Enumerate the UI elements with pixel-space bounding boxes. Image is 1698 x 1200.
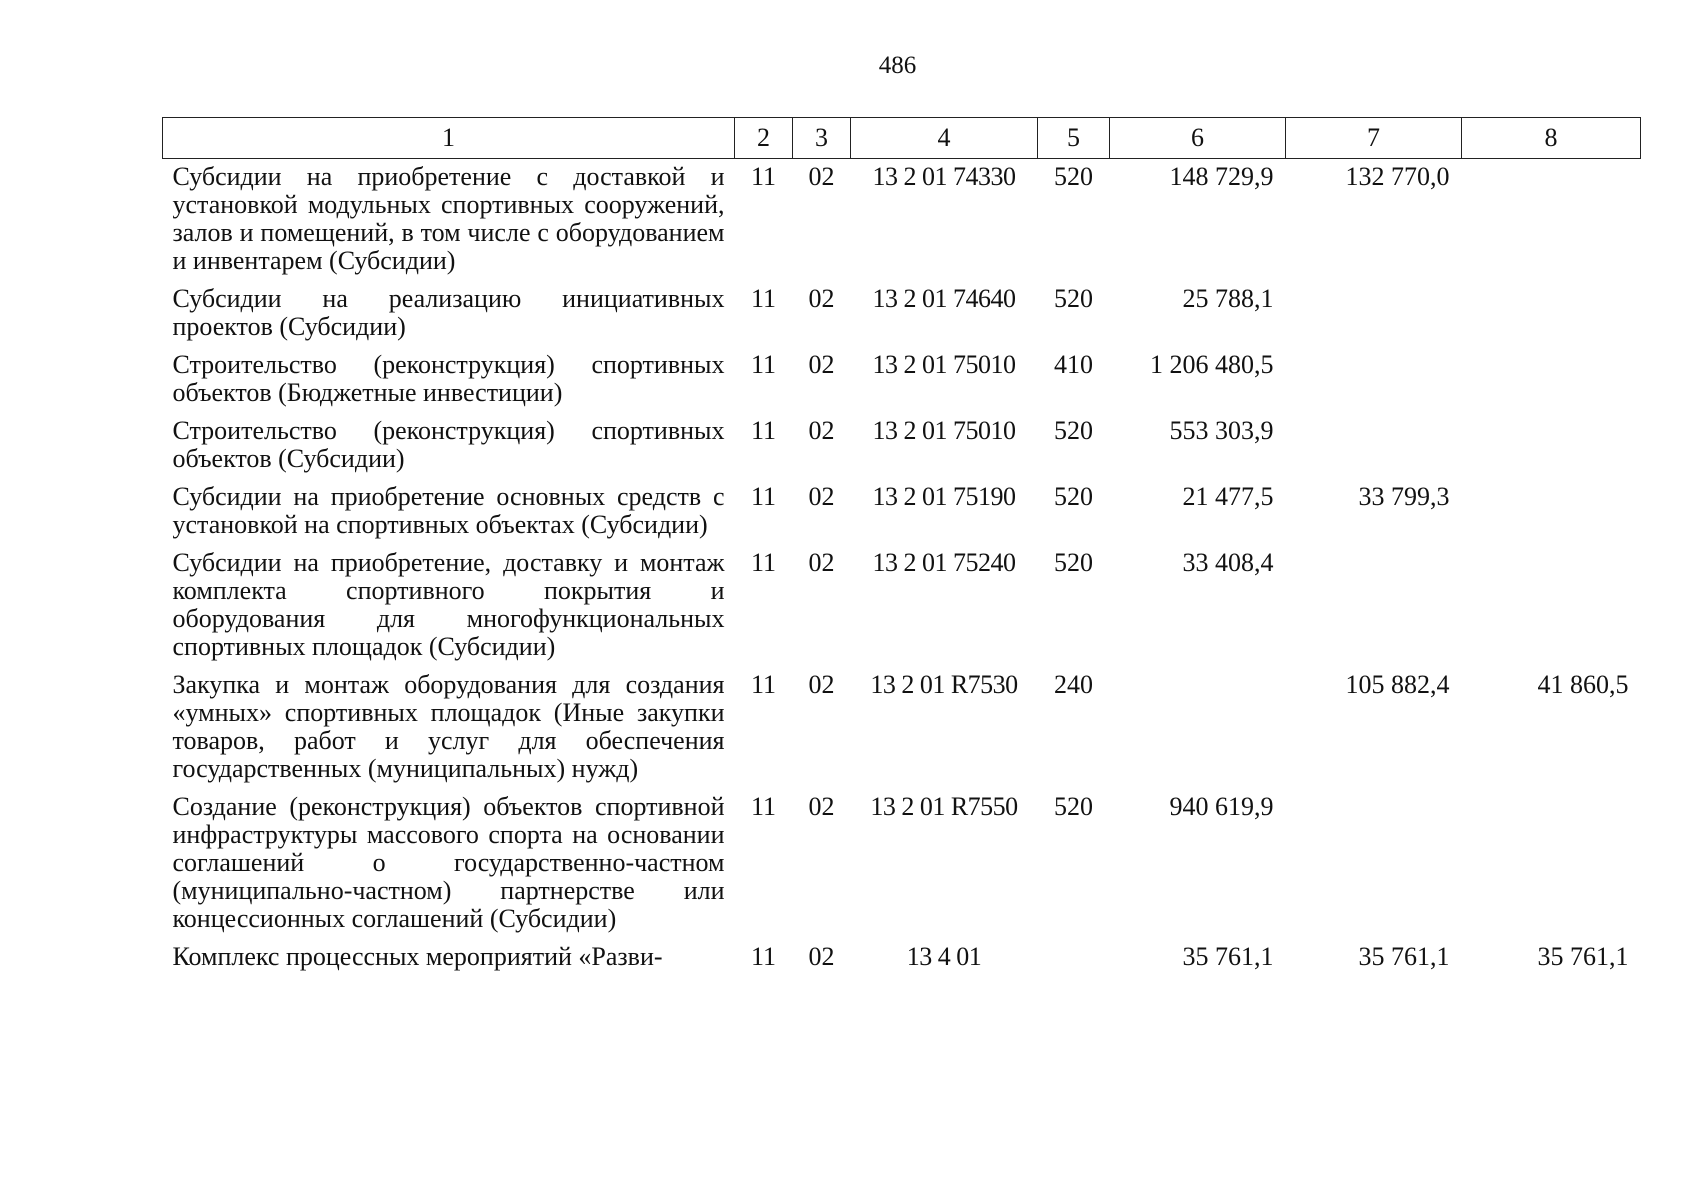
row-expense-type [1038,939,1110,977]
row-value-col7 [1286,545,1462,667]
row-value-col6: 25 788,1 [1182,284,1274,313]
row-value-col8 [1462,159,1641,282]
row-section: 11 [750,162,777,191]
row-subsection: 02 [808,792,835,821]
table-row [163,347,1641,413]
row-name: Субсидии на приобретение основных средств с установкой на спортивных объектах (Субсидии) [172,482,725,539]
row-value-col6: 940 619,9 [1169,792,1274,821]
row-expense-type: 520 [1054,548,1093,577]
row-value-col8 [1462,413,1641,479]
row-target-article: 13 2 01 75010 [872,350,1016,379]
row-name: Закупка и монтаж оборудования для создания «умных» спортивных площадок (Иные закупки товаров, работ и услуг для обеспечения государственных (муниципальных) нужд) [172,670,725,783]
row-expense-type: 240 [1054,670,1093,699]
row-subsection: 02 [808,416,835,445]
row-value-col6: 21 477,5 [1182,482,1274,511]
row-section: 11 [750,284,777,313]
row-value-col8 [1462,545,1641,667]
row-target-article: 13 2 01 R7550 [870,792,1018,821]
row-section: 11 [750,548,777,577]
row-subsection: 02 [808,482,835,511]
row-value-col7 [1286,347,1462,413]
header-row [163,118,1641,159]
row-target-article: 13 4 01 [906,942,982,971]
row-expense-type: 520 [1054,482,1093,511]
header-col-8: 8 [1462,118,1641,159]
row-expense-type: 520 [1054,284,1093,313]
row-name: Комплекс процессных мероприятий «Разви- [172,942,663,971]
row-value-col6: 33 408,4 [1182,548,1274,577]
table-row [163,939,1641,977]
row-section: 11 [750,792,777,821]
row-name: Строительство (реконструкция) спортивных объектов (Субсидии) [172,416,725,473]
table-row [163,281,1641,347]
row-value-col7 [1286,789,1462,939]
header-col-2: 2 [735,118,793,159]
row-target-article: 13 2 01 75190 [872,482,1016,511]
row-value-col8: 41 860,5 [1537,670,1629,699]
row-subsection: 02 [808,670,835,699]
row-value-col7: 132 770,0 [1345,162,1450,191]
row-value-col8 [1462,789,1641,939]
row-value-col8 [1462,347,1641,413]
row-value-col6: 553 303,9 [1169,416,1274,445]
row-subsection: 02 [808,162,835,191]
row-value-col8 [1462,479,1641,545]
row-target-article: 13 2 01 75010 [872,416,1016,445]
row-subsection: 02 [808,942,835,971]
table-row [163,413,1641,479]
row-value-col6 [1110,667,1286,789]
row-target-article: 13 2 01 R7530 [870,670,1018,699]
table-row [163,479,1641,545]
row-value-col8 [1462,281,1641,347]
table-row [163,159,1641,282]
table-row [163,545,1641,667]
row-value-col7 [1286,413,1462,479]
row-section: 11 [750,482,777,511]
header-col-7: 7 [1286,118,1462,159]
row-value-col8: 35 761,1 [1537,942,1629,971]
row-subsection: 02 [808,548,835,577]
row-expense-type: 410 [1054,350,1093,379]
row-name: Субсидии на приобретение с доставкой и установкой модульных спортивных сооружений, залов и помещений, в том числе с оборудованием и инвентарем (Субсидии) [172,162,725,275]
row-subsection: 02 [808,350,835,379]
row-section: 11 [750,416,777,445]
row-name: Субсидии на приобретение, доставку и монтаж комплекта спортивного покрытия и оборудования для многофункциональных спортивных площадок (Субсидии) [172,548,725,661]
row-subsection: 02 [808,284,835,313]
header-col-1: 1 [163,118,735,159]
row-expense-type: 520 [1054,416,1093,445]
header-col-3: 3 [793,118,851,159]
table-row [163,667,1641,789]
row-expense-type: 520 [1054,792,1093,821]
table-row [163,789,1641,939]
row-value-col7: 105 882,4 [1345,670,1450,699]
row-section: 11 [750,942,777,971]
row-value-col7: 35 761,1 [1358,942,1450,971]
header-col-5: 5 [1038,118,1110,159]
row-target-article: 13 2 01 74330 [872,162,1016,191]
row-target-article: 13 2 01 75240 [872,548,1016,577]
row-name: Строительство (реконструкция) спортивных объектов (Бюджетные инвестиции) [172,350,725,407]
row-value-col6: 1 206 480,5 [1150,350,1274,379]
row-name: Субсидии на реализацию инициативных проектов (Субсидии) [172,284,725,341]
row-target-article: 13 2 01 74640 [872,284,1016,313]
row-value-col6: 148 729,9 [1169,162,1274,191]
budget-table [162,117,1641,977]
row-value-col7 [1286,281,1462,347]
row-value-col6: 35 761,1 [1182,942,1274,971]
row-value-col7: 33 799,3 [1358,482,1450,511]
row-expense-type: 520 [1054,162,1093,191]
header-col-4: 4 [851,118,1038,159]
row-name: Создание (реконструкция) объектов спортивной инфраструктуры массового спорта на основании соглашений о государственно-частном (муниципально-частном) партнерстве или концессионных соглашений (Субсидии) [172,792,725,933]
row-section: 11 [750,350,777,379]
header-col-6: 6 [1110,118,1286,159]
page-number: 486 [878,52,917,79]
row-section: 11 [750,670,777,699]
